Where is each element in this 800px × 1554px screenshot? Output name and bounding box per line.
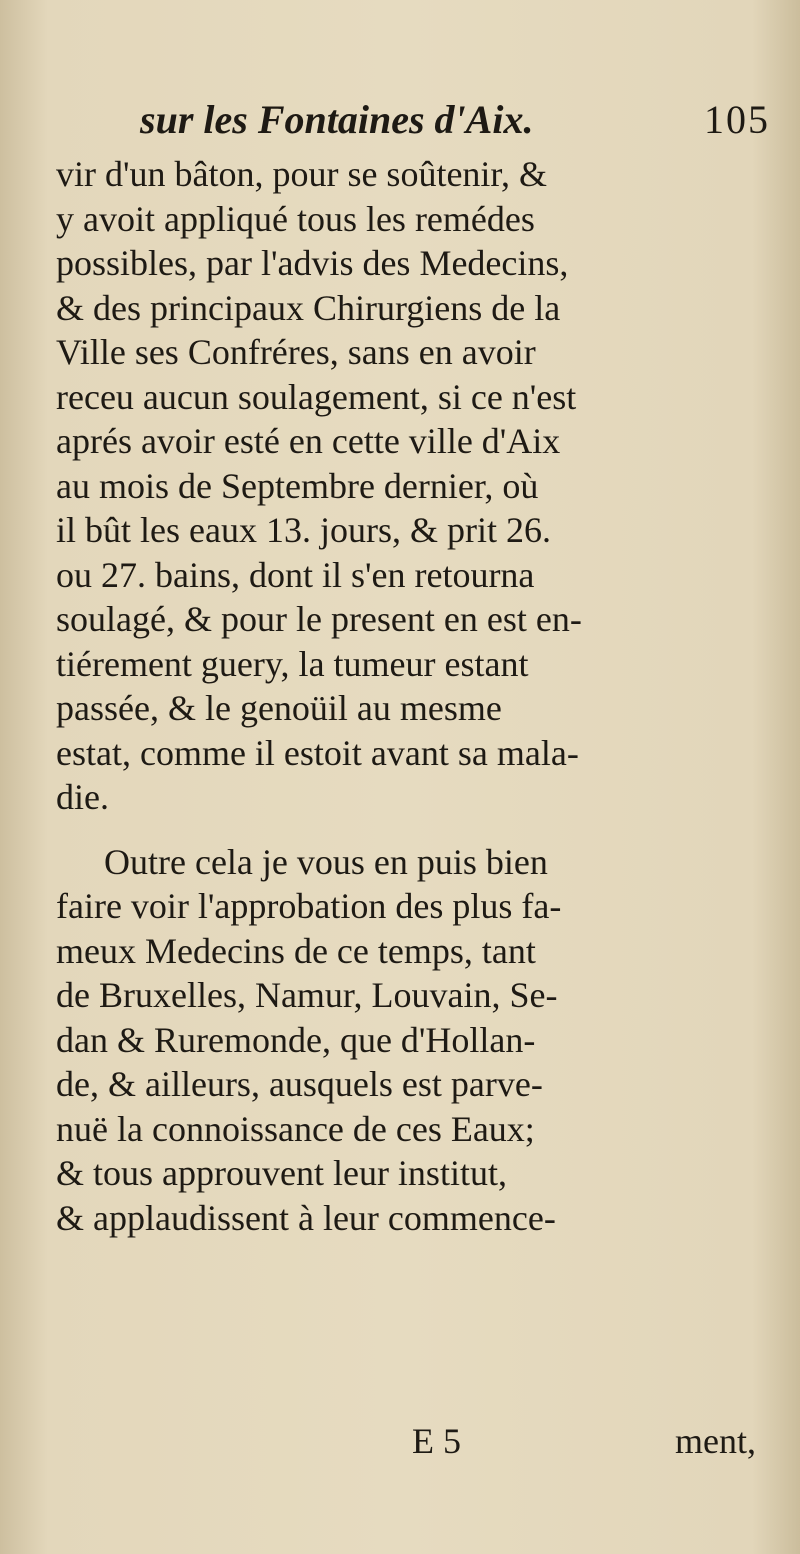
text-line: tiérement guery, la tumeur estant [56, 643, 529, 684]
text-line: receu aucun soulagement, si ce n'est [56, 376, 577, 417]
text-line: ou 27. bains, dont il s'en retourna [56, 554, 535, 595]
text-line: de Bruxelles, Namur, Louvain, Se- [56, 975, 558, 1015]
text-line: nuë la connoissance de ces Eaux; [56, 1108, 535, 1149]
text-line: dan & Ruremonde, que d'Hollan- [56, 1019, 536, 1060]
text-line: Ville ses Confréres, sans en avoir [56, 332, 536, 372]
text-line: de, & ailleurs, ausquels est parve- [56, 1064, 543, 1104]
text-line: estat, comme il estoit avant sa mala- [56, 732, 579, 773]
page-footer [56, 1416, 756, 1466]
text-line: faire voir l'approbation des plus fa- [56, 886, 562, 926]
text-line: & applaudissent à leur commence- [56, 1197, 556, 1238]
page-header [140, 90, 770, 150]
text-line: soulagé, & pour le present en est en- [56, 599, 582, 639]
text-line: vir d'un bâton, pour se soûtenir, & [56, 154, 547, 194]
page-number: 105 [704, 97, 770, 142]
text-line: die. [56, 777, 109, 817]
text-line: & tous approuvent leur institut, [56, 1153, 507, 1193]
catchword: ment, [675, 1421, 756, 1461]
text-line: y avoit appliqué tous les remédes [56, 198, 535, 239]
text-line: meux Medecins de ce temps, tant [56, 930, 536, 971]
body-text [56, 152, 756, 1240]
signature-mark: E 5 [412, 1421, 461, 1461]
text-line: au mois de Septembre dernier, où [56, 465, 539, 506]
text-line: & des principaux Chirurgiens de la [56, 287, 561, 328]
text-line: il bût les eaux 13. jours, & prit 26. [56, 510, 551, 550]
text-line: aprés avoir esté en cette ville d'Aix [56, 421, 561, 461]
text-line: Outre cela je vous en puis bien [104, 841, 548, 882]
text-line: possibles, par l'advis des Medecins, [56, 243, 569, 283]
text-line: passée, & le genoüil au mesme [56, 688, 502, 728]
running-title: sur les Fontaines d'Aix. [140, 97, 534, 142]
